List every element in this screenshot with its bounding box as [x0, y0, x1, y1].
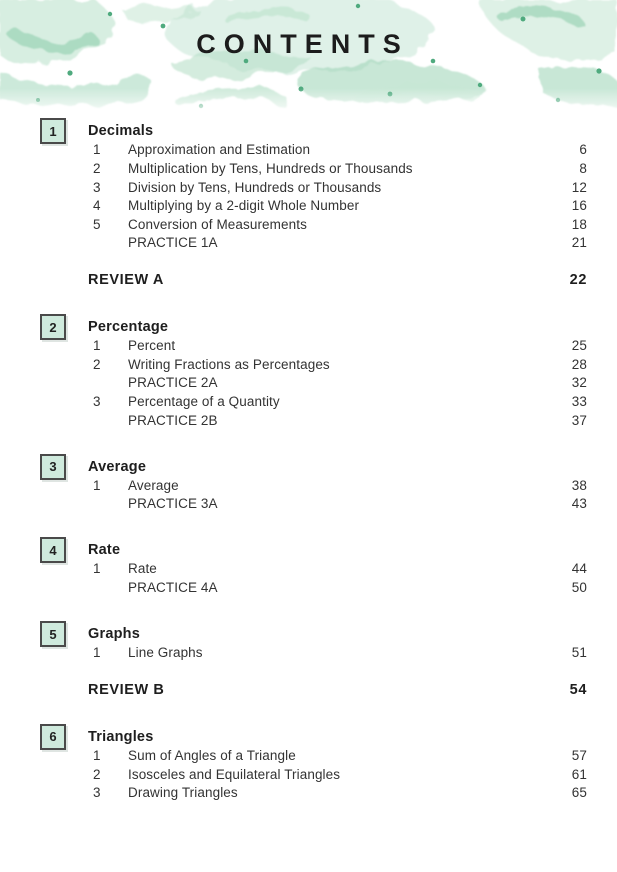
entry-title: Percentage of a Quantity [128, 393, 280, 409]
toc-entry [93, 392, 587, 411]
chapter-number-box [40, 314, 66, 340]
chapter-number: 5 [49, 626, 57, 642]
toc-entry [93, 746, 587, 765]
toc-entry [93, 765, 587, 784]
chapter-title: Rate [88, 542, 121, 559]
entry-number: 3 [93, 393, 101, 409]
review-title: REVIEW B [88, 682, 165, 699]
toc-entry [93, 141, 587, 160]
toc-entry [93, 159, 587, 178]
entry-title: Division by Tens, Hundreds or Thousands [128, 179, 382, 195]
toc-entry [93, 783, 587, 802]
entry-page-number: 6 [579, 142, 587, 158]
entry-title: Approximation and Estimation [128, 142, 311, 158]
entry-number: 4 [93, 198, 101, 214]
toc-entry [93, 234, 587, 253]
toc-entry [93, 374, 587, 393]
entry-title: Isosceles and Equilateral Triangles [128, 766, 341, 782]
entry-title: PRACTICE 3A [128, 496, 218, 512]
chapter-items [40, 560, 587, 597]
entry-number: 2 [93, 766, 101, 782]
review-title: REVIEW A [88, 272, 164, 289]
chapter-items [40, 643, 587, 662]
entry-page-number: 37 [571, 412, 587, 428]
chapter-number: 4 [49, 542, 57, 558]
review-section [40, 271, 587, 290]
entry-title: Multiplying by a 2-digit Whole Number [128, 198, 360, 214]
chapter-items [40, 476, 587, 513]
entry-number: 1 [93, 645, 101, 661]
review-entry [40, 681, 587, 700]
chapter-section [40, 728, 587, 802]
chapter-title: Percentage [88, 319, 169, 336]
chapter-title: Average [88, 458, 147, 475]
chapter-number-box [40, 454, 66, 480]
toc-entry [93, 215, 587, 234]
entry-page-number: 51 [571, 645, 587, 661]
toc-entry [93, 560, 587, 579]
chapter-section [40, 318, 587, 430]
review-page-number: 54 [569, 682, 587, 699]
entry-title: PRACTICE 1A [128, 235, 218, 251]
toc-entry [93, 336, 587, 355]
chapter-title: Graphs [88, 626, 140, 643]
chapter-heading [40, 457, 587, 476]
entry-title: Drawing Triangles [128, 785, 238, 801]
entry-page-number: 65 [571, 785, 587, 801]
chapter-section [40, 122, 587, 252]
toc-entry [93, 178, 587, 197]
toc-entry [93, 578, 587, 597]
entry-number: 1 [93, 477, 101, 493]
entry-page-number: 28 [571, 356, 587, 372]
chapter-items [40, 746, 587, 802]
entry-number: 1 [93, 748, 101, 764]
entry-number: 3 [93, 785, 101, 801]
chapter-heading [40, 122, 587, 141]
chapter-items [40, 141, 587, 253]
entry-number: 2 [93, 356, 101, 372]
entry-number: 1 [93, 338, 101, 354]
entry-title: PRACTICE 4A [128, 580, 218, 596]
entry-page-number: 18 [571, 216, 587, 232]
chapter-number: 1 [49, 123, 57, 139]
entry-page-number: 32 [571, 375, 587, 391]
chapter-heading [40, 318, 587, 337]
entry-title: Writing Fractions as Percentages [128, 356, 330, 372]
entry-title: Percent [128, 338, 176, 354]
toc-entry [93, 411, 587, 430]
entry-title: Average [128, 477, 179, 493]
review-entry [40, 271, 587, 290]
entry-number: 3 [93, 179, 101, 195]
chapter-title: Triangles [88, 728, 154, 745]
entry-page-number: 21 [571, 235, 587, 251]
chapter-section [40, 541, 587, 597]
review-section [40, 681, 587, 700]
chapter-number-box [40, 724, 66, 750]
entry-number: 1 [93, 142, 101, 158]
entry-page-number: 33 [571, 393, 587, 409]
page-title: CONTENTS [196, 29, 409, 59]
entry-number: 5 [93, 216, 101, 232]
entry-page-number: 50 [571, 580, 587, 596]
chapter-number: 6 [49, 729, 57, 745]
entry-title: PRACTICE 2A [128, 375, 218, 391]
entry-title: Line Graphs [128, 645, 203, 661]
entry-number: 2 [93, 160, 101, 176]
toc-entry [93, 355, 587, 374]
entry-page-number: 16 [571, 198, 587, 214]
chapter-number: 3 [49, 459, 57, 475]
entry-page-number: 44 [571, 561, 587, 577]
toc-entry [93, 643, 587, 662]
chapter-number: 2 [49, 319, 57, 335]
chapter-number-box [40, 537, 66, 563]
chapter-items [40, 336, 587, 429]
chapter-heading [40, 728, 587, 747]
chapter-title: Decimals [88, 123, 154, 140]
chapter-section [40, 457, 587, 513]
chapter-number-box [40, 621, 66, 647]
chapter-heading [40, 625, 587, 644]
entry-title: Multiplication by Tens, Hundreds or Thousands [128, 160, 413, 176]
entry-page-number: 8 [579, 160, 587, 176]
entry-title: Conversion of Measurements [128, 216, 307, 232]
toc-entry [93, 476, 587, 495]
entry-page-number: 57 [571, 748, 587, 764]
entry-title: PRACTICE 2B [128, 412, 218, 428]
review-page-number: 22 [569, 272, 587, 289]
entry-page-number: 43 [571, 496, 587, 512]
entry-page-number: 12 [571, 179, 587, 195]
entry-page-number: 61 [571, 766, 587, 782]
entry-title: Sum of Angles of a Triangle [128, 748, 296, 764]
toc-entry [93, 495, 587, 514]
entry-page-number: 25 [571, 338, 587, 354]
chapter-heading [40, 541, 587, 560]
chapter-section [40, 625, 587, 662]
entry-page-number: 38 [571, 477, 587, 493]
toc-entry [93, 196, 587, 215]
entry-number: 1 [93, 561, 101, 577]
entry-title: Rate [128, 561, 157, 577]
chapter-number-box [40, 118, 66, 144]
